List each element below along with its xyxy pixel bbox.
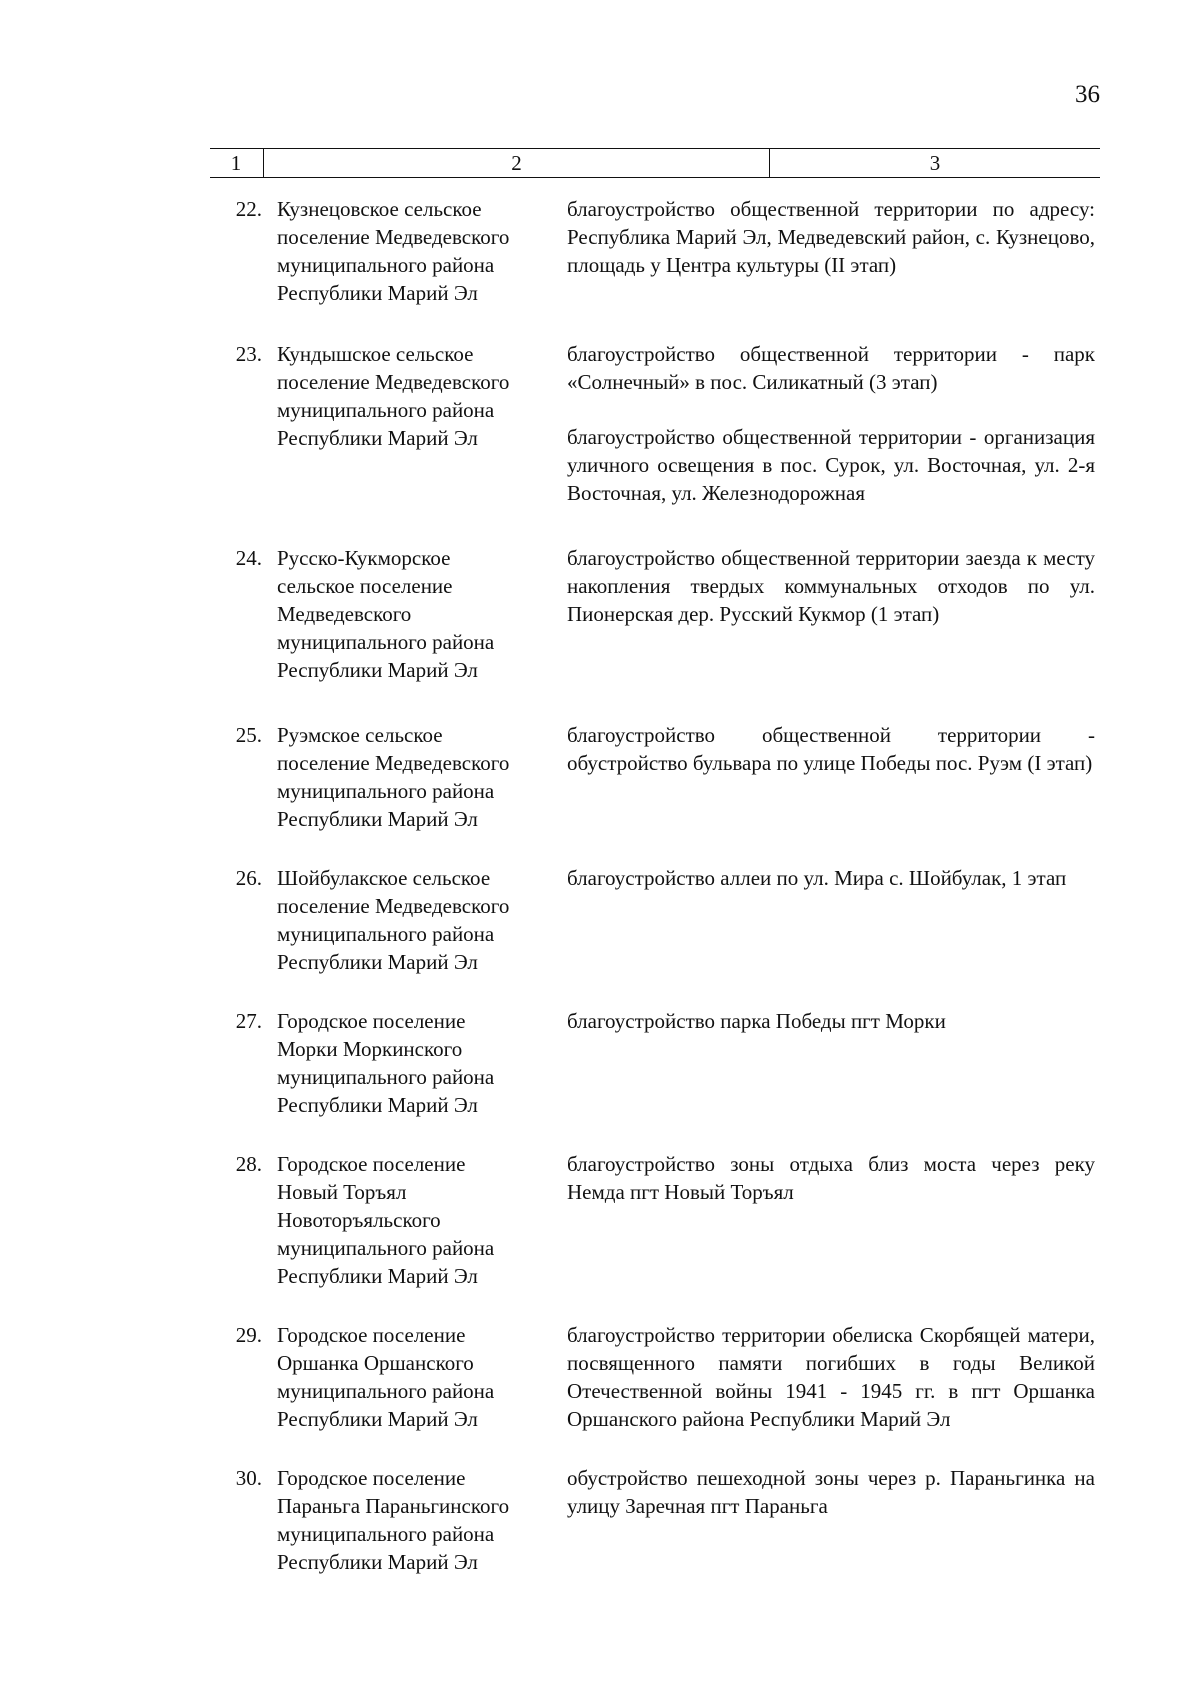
row-number: 28.: [235, 1152, 262, 1176]
project-description: [567, 195, 1095, 307]
column-header-1: 1: [230, 151, 242, 175]
row-number: 22.: [235, 197, 262, 221]
municipality-name-line: Русско-Кукморское: [277, 546, 451, 570]
project-description-paragraph: благоустройство парка Победы пгт Морки: [567, 1009, 946, 1033]
municipality-name: [277, 544, 554, 684]
municipality-name-line: Городское поселение: [277, 1152, 466, 1176]
project-description-paragraph: благоустройство общественной территории по адресу: Республика Марий Эл, Медведевский район, с. Кузнецово, площадь у Центра культуры (II этап): [567, 197, 1095, 277]
municipality-name-line: Параньга Параньгинского: [277, 1494, 510, 1518]
project-description-paragraph: благоустройство зоны отдыха близ моста через реку Немда пгт Новый Торъял: [567, 1152, 1095, 1204]
table-row: [210, 340, 1100, 507]
project-description: [567, 340, 1095, 507]
municipality-name: [277, 864, 554, 976]
municipality-name-line: муниципального района: [277, 630, 495, 654]
municipality-name-line: Республики Марий Эл: [277, 1550, 478, 1574]
municipality-name-line: муниципального района: [277, 1065, 495, 1089]
table-row: [210, 544, 1100, 684]
municipality-name-line: Новоторъяльского: [277, 1208, 441, 1232]
project-description-paragraph: благоустройство общественной территории - организация уличного освещения в пос. Сурок, ул. Восточная, ул. 2-я Восточная, ул. Железнодорожная: [567, 425, 1095, 505]
project-description: [567, 1464, 1095, 1576]
municipality-name-line: Республики Марий Эл: [277, 658, 478, 682]
table-row: [210, 1150, 1100, 1290]
municipality-name-line: муниципального района: [277, 398, 495, 422]
municipality-name-line: Республики Марий Эл: [277, 426, 478, 450]
municipality-name-line: Шойбулакское сельское: [277, 866, 491, 890]
column-header-3: 3: [929, 151, 941, 175]
project-description-paragraph: благоустройство общественной территории - парк «Солнечный» в пос. Силикатный (3 этап): [567, 342, 1095, 394]
project-description: [567, 1007, 1095, 1119]
project-description-paragraph: благоустройство территории обелиска Скорбящей матери, посвященного памяти погибших в годы Великой Отечественной войны 1941 - 1945 гг. в пгт Оршанка Оршанского района Республики Марий Эл: [567, 1323, 1095, 1431]
municipality-name-line: Республики Марий Эл: [277, 950, 478, 974]
municipality-name-line: Морки Моркинского: [277, 1037, 463, 1061]
project-description: [567, 1150, 1095, 1290]
row-number: 29.: [235, 1323, 262, 1347]
municipality-name: [277, 1464, 554, 1576]
project-description-paragraph: благоустройство общественной территории - обустройство бульвара по улице Победы пос. Руэм (I этап): [567, 723, 1095, 775]
municipality-name-line: Республики Марий Эл: [277, 281, 478, 305]
municipality-name-line: муниципального района: [277, 1236, 495, 1260]
row-number: 24.: [235, 546, 262, 570]
municipality-name-line: муниципального района: [277, 779, 495, 803]
municipality-name-line: Медведевского: [277, 602, 412, 626]
project-description: [567, 864, 1095, 976]
municipality-name-line: Городское поселение: [277, 1323, 466, 1347]
municipality-name-line: муниципального района: [277, 922, 495, 946]
municipality-name: [277, 721, 554, 833]
table-row: [210, 1007, 1100, 1119]
municipality-name-line: Республики Марий Эл: [277, 1093, 478, 1117]
table-body: [210, 195, 1100, 1576]
municipality-name: [277, 1321, 554, 1433]
table-row: [210, 1464, 1100, 1576]
municipality-name-line: Городское поселение: [277, 1466, 466, 1490]
project-description-paragraph: благоустройство аллеи по ул. Мира с. Шойбулак, 1 этап: [567, 866, 1067, 890]
municipality-name: [277, 195, 554, 307]
municipality-name-line: муниципального района: [277, 1522, 495, 1546]
municipality-name-line: Руэмское сельское: [277, 723, 443, 747]
municipality-name-line: Республики Марий Эл: [277, 807, 478, 831]
municipality-name-line: Республики Марий Эл: [277, 1407, 478, 1431]
municipality-name-line: муниципального района: [277, 253, 495, 277]
project-description-paragraph: благоустройство общественной территории заезда к месту накопления твердых коммунальных отходов по ул. Пионерская дер. Русский Кукмор (1 этап): [567, 546, 1095, 626]
table-row: [210, 864, 1100, 976]
table-row: [210, 1321, 1100, 1433]
municipality-name-line: Новый Торъял: [277, 1180, 407, 1204]
row-number: 23.: [235, 342, 262, 366]
row-number: 25.: [235, 723, 262, 747]
project-description: [567, 721, 1095, 833]
municipality-name-line: поселение Медведевского: [277, 370, 510, 394]
municipality-name-line: Городское поселение: [277, 1009, 466, 1033]
project-description-paragraph: обустройство пешеходной зоны через р. Параньгинка на улицу Заречная пгт Параньга: [567, 1466, 1095, 1518]
page-number: 36: [1075, 81, 1100, 108]
project-description: [567, 1321, 1095, 1433]
table-row: [210, 721, 1100, 833]
table-row: [210, 195, 1100, 307]
row-number: 26.: [235, 866, 262, 890]
municipality-name-line: Кузнецовское сельское: [277, 197, 482, 221]
municipality-name-line: Республики Марий Эл: [277, 1264, 478, 1288]
municipality-name-line: поселение Медведевского: [277, 751, 510, 775]
row-number: 30.: [235, 1466, 262, 1490]
municipality-name-line: поселение Медведевского: [277, 894, 510, 918]
municipality-name-line: муниципального района: [277, 1379, 495, 1403]
municipality-name-line: сельское поселение: [277, 574, 453, 598]
column-header-2: 2: [263, 149, 770, 177]
municipality-name-line: поселение Медведевского: [277, 225, 510, 249]
municipality-name: [277, 1007, 554, 1119]
municipality-name: [277, 1150, 554, 1290]
table-header: [210, 148, 1100, 178]
row-number: 27.: [235, 1009, 262, 1033]
municipality-name-line: Кундышское сельское: [277, 342, 474, 366]
project-description: [567, 544, 1095, 684]
municipality-name: [277, 340, 554, 507]
municipality-name-line: Оршанка Оршанского: [277, 1351, 474, 1375]
